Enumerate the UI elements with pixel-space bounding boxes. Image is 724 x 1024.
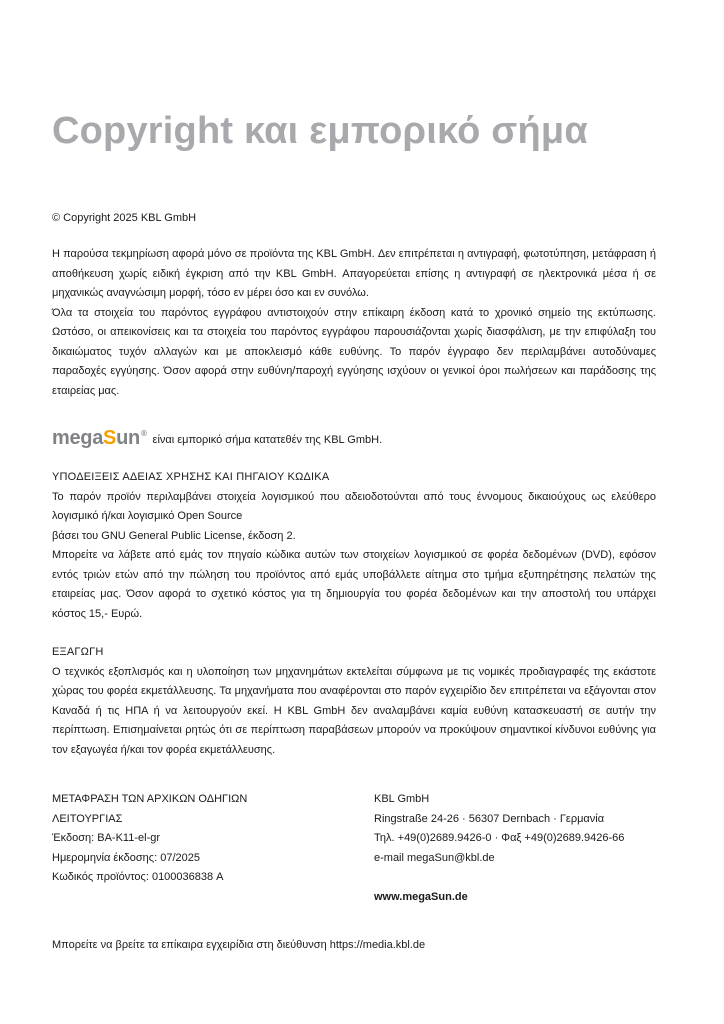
logo-registered-mark: ® <box>140 428 147 438</box>
megasun-logo <box>52 427 147 450</box>
license-paragraph-2: βάσει του GNU General Public License, έκδοση 2. <box>52 529 296 542</box>
company-info <box>374 790 624 907</box>
company-address: Ringstraße 24-26 · 56307 Dernbach · Γερμανία <box>374 812 605 825</box>
intro-section <box>52 245 656 401</box>
export-paragraph: Ο τεχνικός εξοπλισμός και η υλοποίηση των μηχανημάτων εκτελείται σύμφωνα με τις νομικές προδιαγραφές της εκάστοτε χώρας του φορέα εκμετάλλευσης. Τα μηχανήματα που αναφέρονται στο παρόν εγχειρίδιο δεν επιτρέπεται να εξάγονται στον Καναδά ή τις ΗΠΑ ή να λειτουργούν εκεί. Η KBL GmbH δεν αναλαμβάνει καμία ευθύνη κατασκευαστή σε αυτήν την περίπτωση. Επισημαίνεται ρητώς ότι σε περίπτωση παραβάσεων μπορούν να προκύψουν σημαντικοί κίνδυνοι ευθύνης για τον εξαγωγέα ή/και τον φορέα εκμετάλλευσης. <box>52 665 656 756</box>
license-paragraph-1: Το παρόν προϊόν περιλαμβάνει στοιχεία λογισμικού που αδειοδοτούνται από τους έννομους δικαιούχους ως ελεύθερο λογισμικό ή/και λογισμικό Open Source <box>52 490 656 522</box>
company-website-link[interactable]: www.megaSun.de <box>374 890 468 903</box>
license-heading: ΥΠΟΔΕΙΞΕΙΣ ΑΔΕΙΑΣ ΧΡΗΣΗΣ ΚΑΙ ΠΗΓΑΙΟΥ ΚΩΔΙΚΑ <box>52 471 330 483</box>
footer-note: Μπορείτε να βρείτε τα επίκαιρα εγχειρίδια στη διεύθυνση https://media.kbl.de <box>52 939 426 951</box>
export-heading: ΕΞΑΓΩΓΗ <box>52 646 104 658</box>
logo-un: un <box>116 426 140 449</box>
spacer <box>374 868 624 888</box>
doc-info-line-1: ΜΕΤΑΦΡΑΣΗ ΤΩΝ ΑΡΧΙΚΩΝ ΟΔΗΓΙΩΝ <box>52 793 248 805</box>
company-name: KBL GmbH <box>374 793 430 805</box>
company-phone: Τηλ. +49(0)2689.9426-0 · Φαξ +49(0)2689.9426-66 <box>374 832 625 844</box>
license-section <box>52 468 656 624</box>
intro-paragraph-2: Όλα τα στοιχεία του παρόντος εγγράφου αντιστοιχούν στην επίκαιρη έκδοση κατά το χρονικό σημείο της εκτύπωσης. Ωστόσο, οι απεικονίσεις και τα στοιχεία του παρόντος εγγράφου παρουσιάζονται χωρίς διασφάλιση, με την επιφύλαξη του δικαιώματος τυχόν αλλαγών και με αποκλεισμό κάθε ευθύνης. Το παρόν έγγραφο δεν περιλαμβάνει αυτοδύναμες παραδοχές εγγύησης. Όσον αφορά στην ευθύνη/παροχή εγγύησης ισχύουν οι γενικοί όροι πωλήσεων και παράδοσης της εταιρείας μας. <box>52 306 656 397</box>
copyright-line: © Copyright 2025 KBL GmbH <box>52 212 197 224</box>
intro-paragraph-1: Η παρούσα τεκμηρίωση αφορά μόνο σε προϊόντα της KBL GmbH. Δεν επιτρέπεται η αντιγραφή, φωτοτύπηση, μετάφραση ή αποθήκευση χωρίς ειδική έγκριση από την KBL GmbH. Απαγορεύεται επίσης η αντιγραφή σε ηλεκτρονικά μέσα ή σε μηχανικώς αναγνώσιμη μορφή, τόσο εν μέρει όσο και εν συνόλω. <box>52 248 656 299</box>
logo-mega: mega <box>52 426 104 449</box>
doc-edition: Έκδοση: BA-K11-el-gr <box>52 832 161 844</box>
export-section <box>52 643 656 760</box>
document-info <box>52 790 247 888</box>
company-email[interactable]: e-mail megaSun@kbl.de <box>374 851 495 864</box>
license-paragraph-3: Μπορείτε να λάβετε από εμάς τον πηγαίο κώδικα αυτών των στοιχείων λογισμικού σε φορέα δεδομένων (DVD), εφόσον εντός τριών ετών από την πώληση του προϊόντος από εμάς υποβάλλετε αίτημα στο τμήμα εξυπηρέτησης πελατών της εταιρείας μας. Όσον αφορά το σχετικό κόστος για τη δημιουργία του φορέα δεδομένων και την αποστολή του υπάρχει κόστος 15,- Ευρώ. <box>52 549 656 620</box>
logo-s: S <box>103 426 117 449</box>
trademark-text: είναι εμπορικό σήμα κατατεθέν της KBL GmbH. <box>152 434 383 446</box>
doc-info-line-2: ΛΕΙΤΟΥΡΓΙΑΣ <box>52 812 123 825</box>
trademark-row <box>52 425 382 451</box>
page-title: Copyright και εμπορικό σήμα <box>52 110 588 152</box>
doc-date: Ημερομηνία έκδοσης: 07/2025 <box>52 851 200 864</box>
doc-product-code: Κωδικός προϊόντος: 0100036838 A <box>52 871 224 883</box>
